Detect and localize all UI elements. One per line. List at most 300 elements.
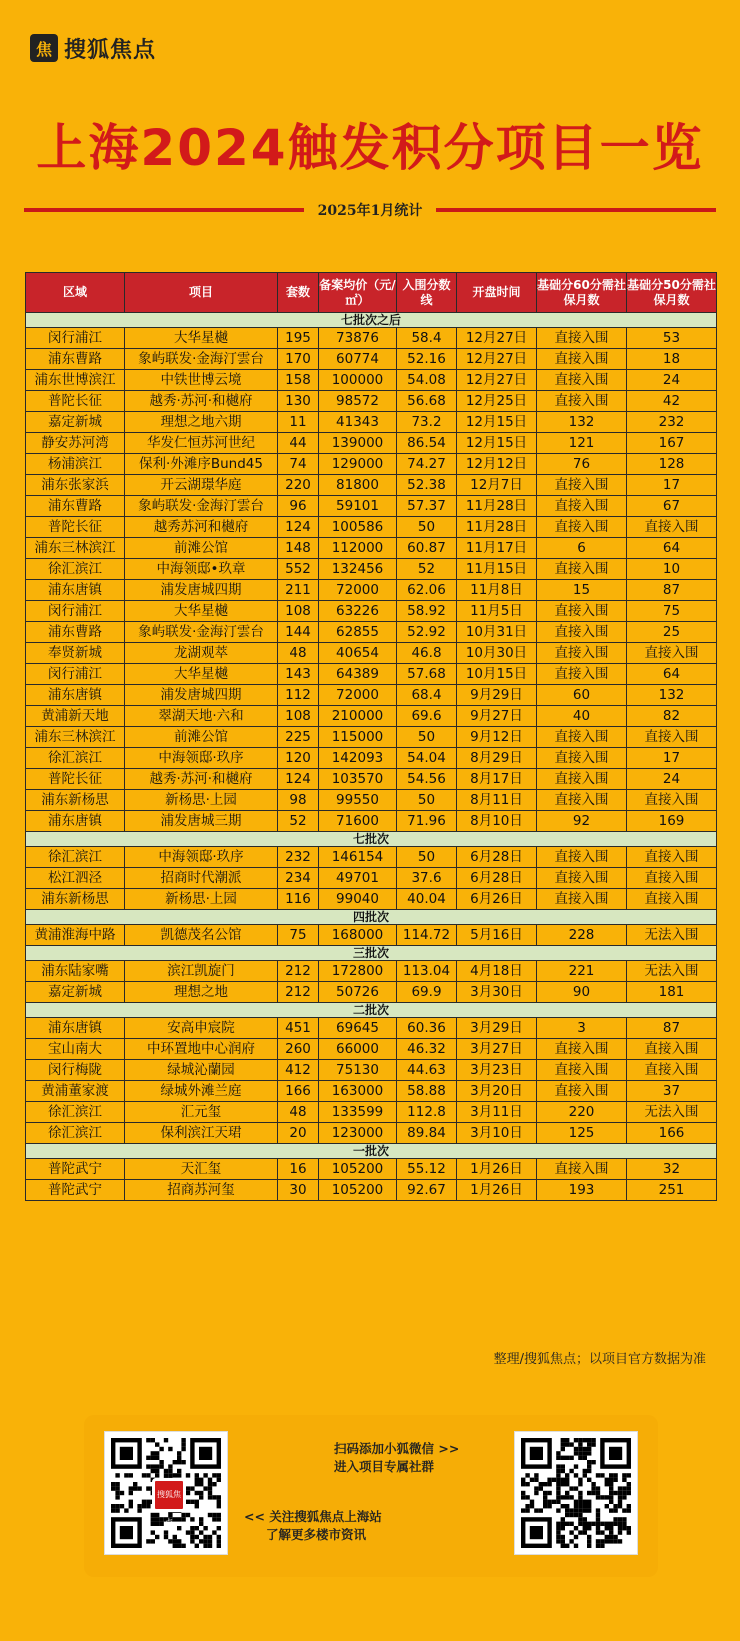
cell-units: 170 [278,349,319,370]
cell-region: 浦东曹路 [26,496,125,517]
table-row [26,1081,717,1102]
cell-score: 62.06 [397,580,457,601]
cell-open-date: 3月11日 [457,1102,537,1123]
cell-units: 48 [278,1102,319,1123]
cell-price: 66000 [319,1039,397,1060]
cell-open-date: 12月7日 [457,475,537,496]
cell-project: 滨江凯旋门 [125,961,278,982]
cell-months-60: 直接入围 [537,1159,627,1180]
cell-open-date: 9月12日 [457,727,537,748]
divider-left [24,208,304,212]
table-row [26,982,717,1003]
cell-months-60: 90 [537,982,627,1003]
table-row [26,496,717,517]
cell-units: 412 [278,1060,319,1081]
cell-project: 绿城沁蘭园 [125,1060,278,1081]
cell-months-50: 17 [627,475,717,496]
cell-score: 54.04 [397,748,457,769]
cell-price: 59101 [319,496,397,517]
cell-months-50: 直接入围 [627,643,717,664]
table-row [26,1060,717,1081]
cell-price: 41343 [319,412,397,433]
cell-price: 105200 [319,1159,397,1180]
cell-months-60: 直接入围 [537,559,627,580]
cell-months-50: 直接入围 [627,790,717,811]
cell-months-50: 166 [627,1123,717,1144]
cell-units: 552 [278,559,319,580]
cell-score: 89.84 [397,1123,457,1144]
cell-project: 越秀苏河和樾府 [125,517,278,538]
cell-price: 63226 [319,601,397,622]
cell-open-date: 5月16日 [457,925,537,946]
cell-region: 徐汇滨江 [26,1102,125,1123]
cell-units: 74 [278,454,319,475]
cell-score: 92.67 [397,1180,457,1201]
cell-region: 普陀武宁 [26,1180,125,1201]
cell-score: 55.12 [397,1159,457,1180]
cell-open-date: 12月15日 [457,412,537,433]
cell-months-60: 125 [537,1123,627,1144]
cell-units: 30 [278,1180,319,1201]
cell-score: 50 [397,790,457,811]
cell-project: 开云湖璟华庭 [125,475,278,496]
table-row [26,748,717,769]
cell-project: 浦发唐城三期 [125,811,278,832]
cell-price: 129000 [319,454,397,475]
cell-project: 中铁世博云境 [125,370,278,391]
cell-score: 54.08 [397,370,457,391]
subtitle-row [24,198,716,222]
cell-months-60: 3 [537,1018,627,1039]
cell-months-50: 直接入围 [627,868,717,889]
table-row [26,559,717,580]
cell-score: 113.04 [397,961,457,982]
cell-months-50: 132 [627,685,717,706]
cell-open-date: 11月28日 [457,517,537,538]
batch-row [26,1003,717,1018]
cell-region: 浦东唐镇 [26,1018,125,1039]
cell-price: 132456 [319,559,397,580]
cell-region: 徐汇滨江 [26,847,125,868]
table-row [26,643,717,664]
cell-units: 124 [278,769,319,790]
cell-months-60: 直接入围 [537,847,627,868]
cell-project: 浦发唐城四期 [125,580,278,601]
cell-score: 52 [397,559,457,580]
cell-project: 绿城外滩兰庭 [125,1081,278,1102]
cell-units: 212 [278,982,319,1003]
cell-months-50: 直接入围 [627,1060,717,1081]
cell-price: 72000 [319,580,397,601]
table-row [26,601,717,622]
table-row [26,769,717,790]
cell-months-60: 6 [537,538,627,559]
cell-months-50: 232 [627,412,717,433]
cell-months-50: 251 [627,1180,717,1201]
cell-score: 54.56 [397,769,457,790]
cell-open-date: 11月17日 [457,538,537,559]
cell-price: 75130 [319,1060,397,1081]
cell-region: 浦东三林滨江 [26,727,125,748]
cell-score: 86.54 [397,433,457,454]
cell-months-50: 10 [627,559,717,580]
cell-months-60: 直接入围 [537,1060,627,1081]
cell-region: 静安苏河湾 [26,433,125,454]
cell-months-60: 132 [537,412,627,433]
cell-project: 大华星樾 [125,601,278,622]
cell-units: 158 [278,370,319,391]
projects-table [25,272,717,1201]
cell-region: 闵行浦江 [26,601,125,622]
cell-months-50: 直接入围 [627,1039,717,1060]
cell-open-date: 11月28日 [457,496,537,517]
cell-project: 象屿联发·金海汀雲台 [125,622,278,643]
cell-price: 49701 [319,868,397,889]
cell-score: 58.88 [397,1081,457,1102]
table-row [26,349,717,370]
cell-price: 50726 [319,982,397,1003]
cell-price: 146154 [319,847,397,868]
cell-units: 166 [278,1081,319,1102]
cell-months-50: 直接入围 [627,517,717,538]
cell-score: 74.27 [397,454,457,475]
cell-months-60: 220 [537,1102,627,1123]
cell-price: 139000 [319,433,397,454]
cell-units: 260 [278,1039,319,1060]
cell-open-date: 6月28日 [457,868,537,889]
promo-line3: << 关注搜狐焦点上海站 [244,1509,382,1524]
cell-price: 69645 [319,1018,397,1039]
cell-months-50: 64 [627,538,717,559]
cell-project: 天汇玺 [125,1159,278,1180]
cell-price: 100000 [319,370,397,391]
cell-months-60: 直接入围 [537,370,627,391]
table-row [26,889,717,910]
table-row [26,790,717,811]
cell-region: 普陀长征 [26,391,125,412]
cell-months-60: 228 [537,925,627,946]
cell-months-60: 193 [537,1180,627,1201]
cell-months-50: 67 [627,496,717,517]
promo-line2: 进入项目专属社群 [334,1459,435,1474]
cell-months-60: 15 [537,580,627,601]
cell-units: 44 [278,433,319,454]
cell-open-date: 11月5日 [457,601,537,622]
header-price: 备案均价（元/㎡） [319,273,397,313]
cell-price: 163000 [319,1081,397,1102]
table-row [26,1018,717,1039]
table-row [26,1123,717,1144]
cell-open-date: 12月27日 [457,328,537,349]
cell-units: 16 [278,1159,319,1180]
cell-open-date: 3月30日 [457,982,537,1003]
cell-price: 98572 [319,391,397,412]
cell-open-date: 10月15日 [457,664,537,685]
table-row [26,538,717,559]
cell-project: 象屿联发·金海汀雲台 [125,349,278,370]
cell-project: 大华星樾 [125,328,278,349]
cell-region: 浦东曹路 [26,622,125,643]
cell-score: 50 [397,727,457,748]
qr-center-logo: 搜狐焦点 [152,1478,186,1512]
cell-months-50: 24 [627,370,717,391]
cell-months-60: 直接入围 [537,475,627,496]
batch-label: 四批次 [26,910,717,925]
cell-months-50: 25 [627,622,717,643]
table-row [26,847,717,868]
cell-months-60: 直接入围 [537,328,627,349]
table-row [26,727,717,748]
cell-units: 143 [278,664,319,685]
cell-months-60: 直接入围 [537,496,627,517]
cell-region: 浦东张家浜 [26,475,125,496]
cell-price: 60774 [319,349,397,370]
cell-project: 中海领邸•玖章 [125,559,278,580]
cell-open-date: 3月27日 [457,1039,537,1060]
cell-months-60: 直接入围 [537,889,627,910]
cell-region: 浦东唐镇 [26,811,125,832]
cell-score: 40.04 [397,889,457,910]
cell-score: 57.37 [397,496,457,517]
cell-region: 奉贤新城 [26,643,125,664]
cell-project: 招商苏河玺 [125,1180,278,1201]
table-row [26,454,717,475]
cell-score: 60.87 [397,538,457,559]
cell-project: 前滩公馆 [125,727,278,748]
cell-project: 翠湖天地·六和 [125,706,278,727]
cell-months-50: 82 [627,706,717,727]
cell-project: 大华星樾 [125,664,278,685]
cell-months-60: 直接入围 [537,391,627,412]
batch-label: 一批次 [26,1144,717,1159]
cell-months-60: 76 [537,454,627,475]
cell-project: 象屿联发·金海汀雲台 [125,496,278,517]
cell-price: 99040 [319,889,397,910]
cell-score: 69.9 [397,982,457,1003]
batch-row [26,1144,717,1159]
cell-months-60: 92 [537,811,627,832]
cell-price: 73876 [319,328,397,349]
cell-region: 徐汇滨江 [26,559,125,580]
cell-months-50: 17 [627,748,717,769]
cell-score: 112.8 [397,1102,457,1123]
table-row [26,622,717,643]
cell-open-date: 3月10日 [457,1123,537,1144]
cell-score: 69.6 [397,706,457,727]
cell-units: 130 [278,391,319,412]
cell-open-date: 3月20日 [457,1081,537,1102]
cell-months-50: 87 [627,580,717,601]
cell-open-date: 10月30日 [457,643,537,664]
cell-score: 46.32 [397,1039,457,1060]
cell-open-date: 12月27日 [457,370,537,391]
table-row [26,706,717,727]
table-row [26,475,717,496]
cell-open-date: 11月8日 [457,580,537,601]
cell-months-60: 221 [537,961,627,982]
cell-months-60: 60 [537,685,627,706]
cell-months-60: 直接入围 [537,748,627,769]
cell-units: 225 [278,727,319,748]
cell-region: 黄浦董家渡 [26,1081,125,1102]
cell-open-date: 12月12日 [457,454,537,475]
cell-months-60: 直接入围 [537,349,627,370]
table-row [26,412,717,433]
cell-months-50: 169 [627,811,717,832]
cell-project: 越秀·苏河·和樾府 [125,769,278,790]
cell-project: 汇元玺 [125,1102,278,1123]
batch-label: 二批次 [26,1003,717,1018]
cell-units: 232 [278,847,319,868]
cell-region: 普陀长征 [26,517,125,538]
cell-price: 142093 [319,748,397,769]
cell-price: 72000 [319,685,397,706]
cell-region: 松江泗泾 [26,868,125,889]
cell-score: 60.36 [397,1018,457,1039]
cell-open-date: 1月26日 [457,1180,537,1201]
cell-open-date: 8月11日 [457,790,537,811]
cell-open-date: 12月25日 [457,391,537,412]
cell-score: 57.68 [397,664,457,685]
cell-months-50: 直接入围 [627,847,717,868]
cell-months-50: 无法入围 [627,1102,717,1123]
cell-open-date: 12月15日 [457,433,537,454]
table-row [26,811,717,832]
cell-score: 46.8 [397,643,457,664]
cell-price: 100586 [319,517,397,538]
cell-region: 宝山南大 [26,1039,125,1060]
subtitle: 2025年1月统计 [317,203,423,219]
cell-months-60: 121 [537,433,627,454]
header-open-date: 开盘时间 [457,273,537,313]
cell-months-50: 181 [627,982,717,1003]
header-months-60: 基础分60分需社保月数 [537,273,627,313]
cell-project: 前滩公馆 [125,538,278,559]
cell-price: 168000 [319,925,397,946]
cell-region: 普陀武宁 [26,1159,125,1180]
page-title: 上海2024触发积分项目一览 [36,119,704,177]
cell-months-60: 直接入围 [537,1039,627,1060]
brand-name: 搜狐焦点 [64,37,157,63]
cell-months-50: 直接入围 [627,727,717,748]
batch-row [26,946,717,961]
cell-units: 75 [278,925,319,946]
cell-price: 105200 [319,1180,397,1201]
cell-region: 嘉定新城 [26,982,125,1003]
cell-open-date: 12月27日 [457,349,537,370]
cell-months-60: 直接入围 [537,727,627,748]
cell-score: 37.6 [397,868,457,889]
header-units: 套数 [278,273,319,313]
cell-open-date: 9月29日 [457,685,537,706]
cell-region: 浦东三林滨江 [26,538,125,559]
cell-months-50: 64 [627,664,717,685]
table-row [26,685,717,706]
cell-months-60: 直接入围 [537,664,627,685]
qr-code-icon [521,1438,631,1548]
table-row [26,1180,717,1201]
cell-units: 451 [278,1018,319,1039]
cell-region: 徐汇滨江 [26,1123,125,1144]
batch-label: 七批次 [26,832,717,847]
cell-project: 理想之地 [125,982,278,1003]
header-project: 项目 [125,273,278,313]
cell-months-50: 87 [627,1018,717,1039]
cell-project: 新杨思·上园 [125,790,278,811]
cell-project: 新杨思·上园 [125,889,278,910]
cell-score: 50 [397,517,457,538]
cell-open-date: 4月18日 [457,961,537,982]
divider-right [436,208,716,212]
cell-project: 理想之地六期 [125,412,278,433]
batch-row [26,832,717,847]
cell-months-50: 42 [627,391,717,412]
table-row [26,1102,717,1123]
table-row [26,1039,717,1060]
cell-score: 52.16 [397,349,457,370]
cell-project: 保利·外滩序Bund45 [125,454,278,475]
cell-months-60: 直接入围 [537,517,627,538]
cell-units: 124 [278,517,319,538]
cell-region: 浦东新杨思 [26,889,125,910]
cell-project: 中海领邸·玖序 [125,847,278,868]
cell-project: 华发仁恒苏河世纪 [125,433,278,454]
qr-code-left[interactable] [104,1431,228,1555]
table-row [26,1159,717,1180]
cell-open-date: 11月15日 [457,559,537,580]
cell-months-50: 24 [627,769,717,790]
cell-region: 闵行梅陇 [26,1060,125,1081]
footer-note: 整理/搜狐焦点；以项目官方数据为准 [493,1352,706,1367]
cell-region: 黄浦新天地 [26,706,125,727]
cell-units: 98 [278,790,319,811]
cell-project: 招商时代潮派 [125,868,278,889]
cell-units: 234 [278,868,319,889]
cell-units: 112 [278,685,319,706]
cell-region: 浦东新杨思 [26,790,125,811]
cell-region: 浦东曹路 [26,349,125,370]
cell-months-50: 18 [627,349,717,370]
cell-score: 58.4 [397,328,457,349]
cell-price: 64389 [319,664,397,685]
cell-score: 56.68 [397,391,457,412]
cell-units: 108 [278,706,319,727]
cell-months-60: 直接入围 [537,1081,627,1102]
qr-code-right[interactable] [514,1431,638,1555]
cell-units: 116 [278,889,319,910]
cell-units: 220 [278,475,319,496]
house-logo-icon: 焦 [30,34,58,62]
cell-open-date: 6月26日 [457,889,537,910]
cell-months-60: 直接入围 [537,601,627,622]
cell-project: 越秀·苏河·和樾府 [125,391,278,412]
cell-open-date: 8月29日 [457,748,537,769]
cell-region: 普陀长征 [26,769,125,790]
cell-units: 120 [278,748,319,769]
cell-score: 58.92 [397,601,457,622]
table-row [26,925,717,946]
cell-region: 黄浦淮海中路 [26,925,125,946]
cell-open-date: 6月28日 [457,847,537,868]
cell-units: 108 [278,601,319,622]
header-score: 入围分数线 [397,273,457,313]
cell-region: 浦东唐镇 [26,685,125,706]
cell-months-50: 167 [627,433,717,454]
table-row [26,961,717,982]
cell-months-60: 直接入围 [537,790,627,811]
cell-months-50: 直接入围 [627,889,717,910]
cell-price: 71600 [319,811,397,832]
